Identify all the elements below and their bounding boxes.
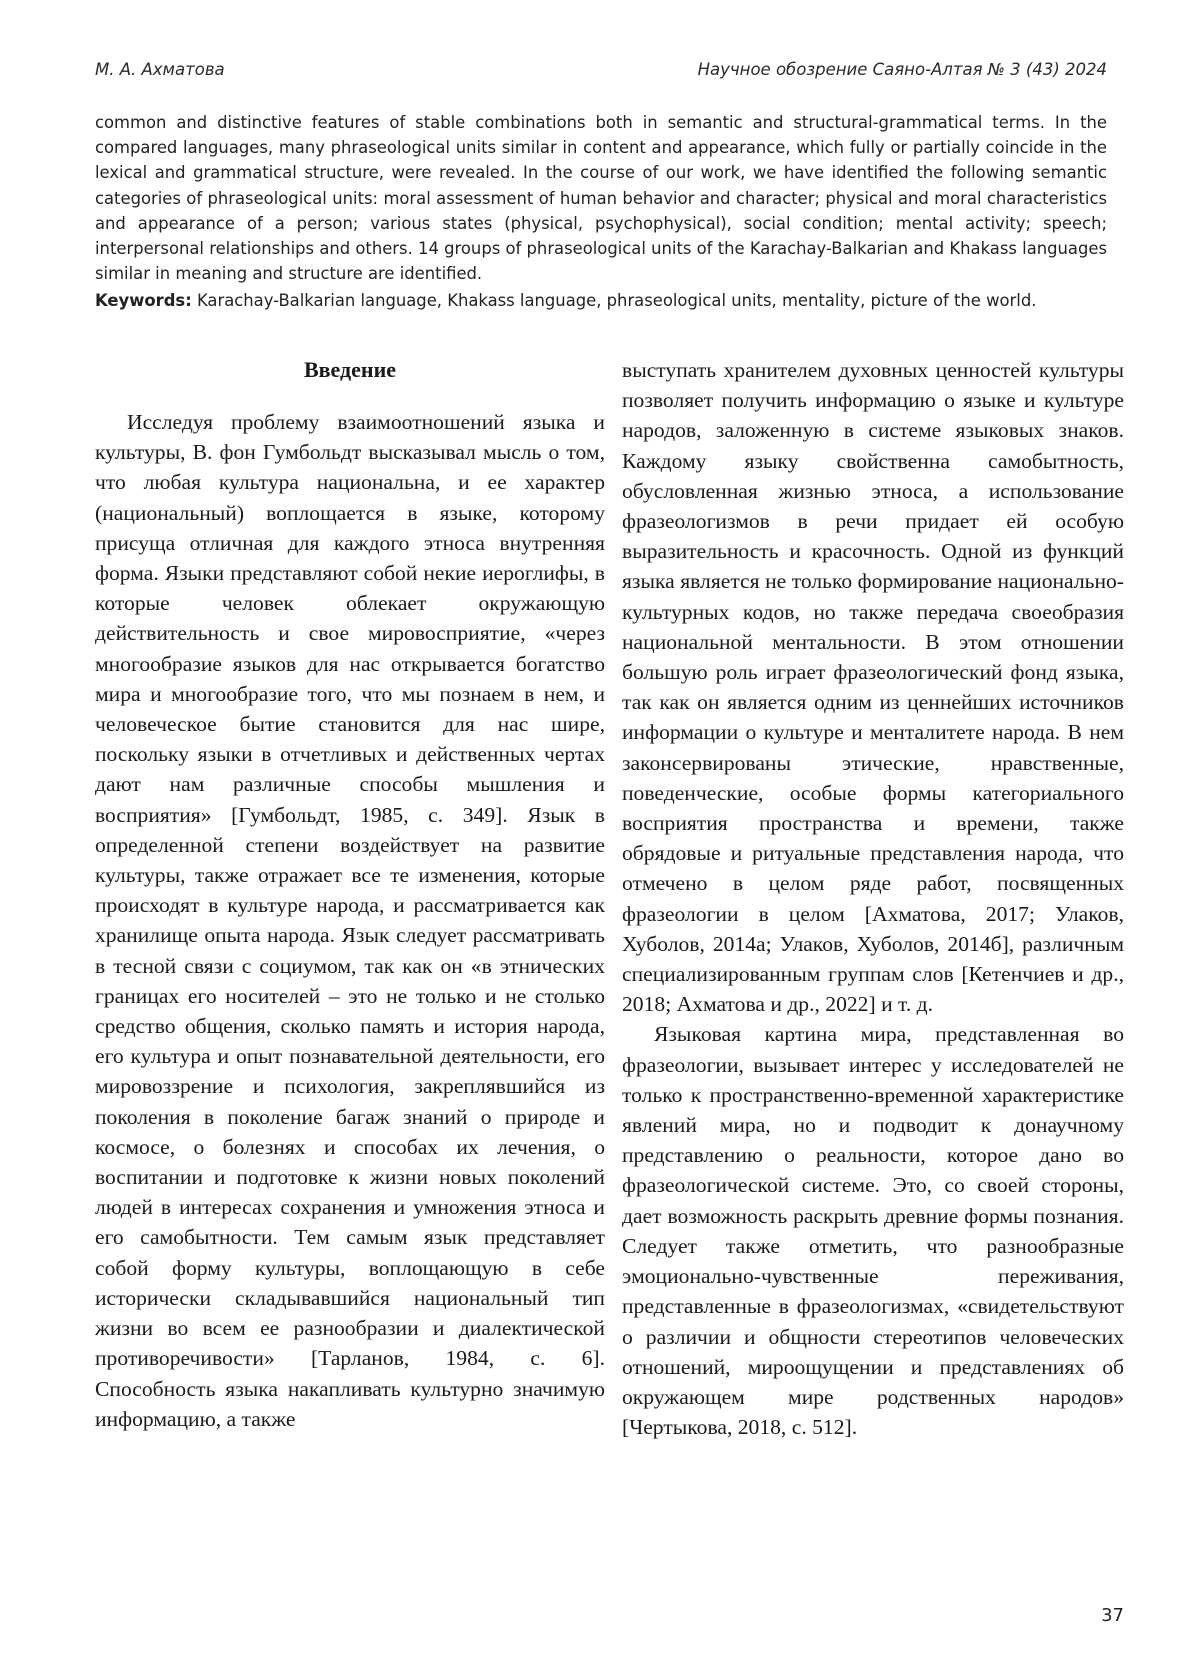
running-header (95, 60, 1107, 88)
header-journal-title: Научное обозрение Саяно-Алтая № 3 (43) 2024 (697, 60, 1107, 79)
body-paragraph: Языковая картина мира, представленная во фразеологии, вызывает интерес у исследователей не только к пространственно-временной характеристике явлений мира, но и подводит к донаучному представлению о реальности, которое дано во фразеологической системе. Это, со своей стороны, дает возможность раскрыть древние формы познания. Следует также отметить, что разнообразные эмоционально-чувственные переживания, представленные в фразеологизмах, «свидетельствуют о различии и общности стереотипов человеческих отношений, мироощущении и представлениях об окружающем мире родственных народов» [Чертыкова, 2018, с. 512]. (622, 1022, 1124, 1440)
section-heading: Введение (303, 357, 397, 382)
page-number: 37 (1101, 1605, 1124, 1626)
keywords (95, 288, 1107, 313)
header-author: М. А. Ахматова (95, 60, 225, 79)
keywords-text: Karachay-Balkarian language, Khakass language, phraseological units, mentality, picture of the world. (196, 291, 1037, 310)
keywords-label: Keywords: (95, 291, 192, 310)
abstract-text: common and distinctive features of stable combinations both in semantic and structural-grammatical terms. In the compared languages, many phraseological units similar in content and appearance, which fully or partially coincide in the lexical and grammatical structure, were revealed. In the course of our work, we have identified the following semantic categories of phraseological units: moral assessment of human behavior and character; physical and moral characteristics and appearance of a person; various states (physical, psychophysical), social condition; mental activity; speech; interpersonal relationships and others. 14 groups of phraseological units of the Karachay-Balkarian and Khakass languages similar in meaning and structure are identified. (95, 113, 1107, 284)
left-column (95, 355, 605, 1434)
right-column (622, 355, 1124, 1442)
body-paragraph: Исследуя проблему взаимоотношений языка и культуры, В. фон Гумбольдт высказывал мысль о том, что любая культура национальна, и ее характер (национальный) воплощается в языке, которому присуща отличная для каждого этноса внутренняя форма. Языки представляют собой некие иероглифы, в которые человек облекает окружающую действительность и свое мировосприятие, «через многообразие языков для нас открывается богатство мира и многообразие того, что мы познаем в нем, и человеческое бытие становится для нас шире, поскольку языки в отчетливых и действенных чертах дают нам различные способы мышления и восприятия» [Гумбольдт, 1985, с. 349]. Язык в определенной степени воздействует на развитие культуры, также отражает все те изменения, которые происходят в культуре народа, и рассматривается как хранилище опыта народа. Язык следует рассматривать в тесной связи с социумом, так как он «в этнических границах его носителей – это не только и не столько средство общения, сколько память и история народа, его культура и опыт познавательной деятельности, его мировоззрение и психология, закреплявшийся из поколения в поколение багаж знаний о природе и космосе, о болезнях и способах их лечения, о воспитании и подготовке к жизни новых поколений людей в интересах сохранения и умножения этноса и его самобытности. Тем самым язык представляет собой форму культуры, воплощающую в себе исторически складывавшийся национальный тип жизни во всем ее разнообразии и диалектической противоречивости» [Тарланов, 1984, с. 6]. Способность языка накапливать культурно значимую информацию, а также (95, 410, 605, 1431)
body-paragraph: выступать хранителем духовных ценностей культуры позволяет получить информацию о языке и культуре народов, заложенную в системе языковых знаков. Каждому языку свойственна самобытность, обусловленная жизнью этноса, а использование фразеологизмов в речи придает ей особую выразительность и красочность. Одной из функций языка является не только формирование национально-культурных кодов, но также передача своеобразия национальной ментальности. В этом отношении большую роль играет фразеологический фонд языка, так как он является одним из ценнейших источников информации о культуре и менталитете народа. В нем законсервированы этические, нравственные, поведенческие, особые формы категориального восприятия пространства и времени, также обрядовые и ритуальные представления народа, что отмечено в целом ряде работ, посвященных фразеологии в целом [Ахматова, 2017; Улаков, Хуболов, 2014а; Улаков, Хуболов, 2014б], различным специализированным группам слов [Кетенчиев и др., 2018; Ахматова и др., 2022] и т. д. (622, 358, 1124, 1017)
